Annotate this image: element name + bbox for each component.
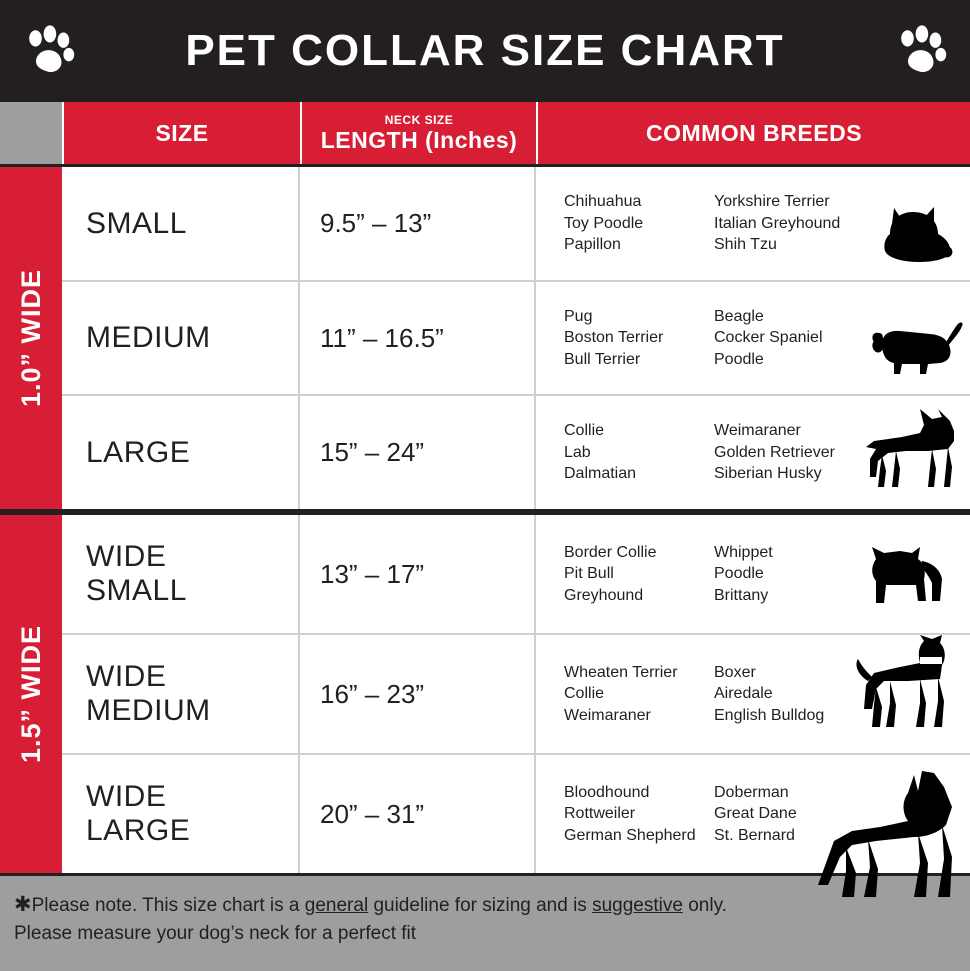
dog-silhouette-pomeranian-icon (880, 204, 958, 266)
chart-header (0, 0, 970, 102)
column-header-breeds (536, 102, 970, 164)
column-header-breeds-label: COMMON BREEDS (645, 119, 863, 146)
group-label-standard (0, 164, 62, 512)
breed-item: Collie (564, 685, 605, 703)
footer-text-c: only. (682, 895, 727, 916)
asterisk-icon: ✱ (14, 893, 32, 916)
breed-item: Weimaraner (714, 422, 801, 440)
column-header-length-sub: NECK SIZE (384, 113, 454, 128)
size-group-wide (0, 512, 970, 876)
breed-item: Border Collie (564, 543, 657, 561)
size-group-standard (0, 164, 970, 512)
breed-item: Beagle (714, 307, 764, 325)
cell-length: 16” – 23” (300, 635, 536, 753)
breed-item: Wheaten Terrier (564, 663, 678, 681)
size-label: LARGE (86, 435, 191, 469)
breed-item: Rottweiler (564, 805, 636, 823)
group-label-wide (0, 512, 62, 876)
table-header-row (0, 102, 970, 164)
breed-item: Pug (564, 307, 593, 325)
breed-item: Weimaraner (564, 706, 651, 724)
footer-text-b: guideline for sizing and is (368, 895, 593, 916)
size-label: SMALL (86, 206, 187, 240)
group-label-wide-text: 1.5” WIDE (15, 624, 46, 764)
breed-item: Cocker Spaniel (714, 329, 823, 347)
cell-length: 13” – 17” (300, 515, 536, 633)
breed-item: Siberian Husky (714, 465, 822, 483)
paw-icon (894, 24, 948, 78)
cell-length: 20” – 31” (300, 755, 536, 873)
breeds-column-right (714, 191, 884, 256)
cell-length: 11” – 16.5” (300, 282, 536, 395)
cell-size (62, 755, 300, 873)
size-label: WIDE LARGE (86, 780, 191, 847)
group-rows-wide (62, 512, 970, 876)
dog-silhouette-shepherd-icon (862, 407, 966, 503)
breed-item: Shih Tzu (714, 236, 777, 254)
cell-breeds (536, 396, 970, 509)
cell-breeds (536, 167, 970, 280)
breeds-column-right (714, 542, 884, 607)
dog-silhouette-boxer-icon (854, 635, 966, 753)
cell-size (62, 515, 300, 633)
breed-item: Dalmatian (564, 465, 637, 483)
cell-breeds (536, 635, 970, 753)
breed-item: Collie (564, 422, 605, 440)
size-label: WIDE SMALL (86, 540, 187, 607)
table-row (62, 515, 970, 635)
cell-size (62, 282, 300, 395)
dog-silhouette-doberman-icon (818, 767, 970, 927)
footer-line-2: Please measure your dog’s neck for a perfect fit (14, 923, 417, 945)
dog-silhouette-bulldog-icon (866, 541, 952, 625)
cell-length: 15” – 24” (300, 396, 536, 509)
breeds-column-left (564, 542, 714, 607)
footer-underline-general: general (304, 895, 369, 916)
cell-breeds (536, 755, 970, 873)
breed-item: Italian Greyhound (714, 214, 841, 232)
breeds-column-left (564, 662, 714, 727)
breed-item: Greyhound (564, 586, 644, 604)
breed-item: Boston Terrier (564, 329, 664, 347)
size-label: MEDIUM (86, 321, 211, 355)
breed-item: Toy Poodle (564, 214, 644, 232)
table-row (62, 635, 970, 755)
size-label: WIDE MEDIUM (86, 660, 211, 727)
column-header-length (300, 102, 536, 164)
breed-item: Bloodhound (564, 783, 650, 801)
breeds-column-left (564, 306, 714, 371)
cell-breeds (536, 515, 970, 633)
table-row (62, 755, 970, 873)
breed-item: Bull Terrier (564, 350, 641, 368)
breed-item: Chihuahua (564, 192, 642, 210)
breed-item: Brittany (714, 586, 769, 604)
paw-icon (22, 24, 76, 78)
breed-item: Yorkshire Terrier (714, 192, 830, 210)
column-header-length-label: LENGTH (Inches) (320, 127, 518, 154)
cell-breeds (536, 282, 970, 395)
column-header-size (62, 102, 300, 164)
cell-size (62, 396, 300, 509)
header-corner-cell (0, 102, 62, 164)
breed-item: Doberman (714, 783, 789, 801)
breed-item: English Bulldog (714, 706, 825, 724)
breed-item: German Shepherd (564, 826, 696, 844)
page-title: PET COLLAR SIZE CHART (185, 26, 785, 75)
breeds-column-left (564, 782, 714, 847)
breed-item: Great Dane (714, 805, 797, 823)
table-body (0, 164, 970, 876)
table-row (62, 396, 970, 509)
cell-length: 9.5” – 13” (300, 167, 536, 280)
breed-item: Airedale (714, 685, 773, 703)
table-row (62, 282, 970, 397)
dog-silhouette-beagle-icon (868, 318, 964, 380)
breed-item: Whippet (714, 543, 773, 561)
breed-item: Boxer (714, 663, 756, 681)
cell-size (62, 167, 300, 280)
table-row (62, 167, 970, 282)
breeds-column-left (564, 420, 714, 485)
footer-text-a: Please note. This size chart is a (31, 895, 305, 916)
breeds-column-right (714, 420, 884, 485)
group-label-standard-text: 1.0” WIDE (15, 268, 46, 408)
footer-line-1 (14, 890, 952, 920)
breed-item: Golden Retriever (714, 443, 835, 461)
breed-item: Papillon (564, 236, 621, 254)
cell-size (62, 635, 300, 753)
column-header-size-label: SIZE (155, 119, 209, 146)
group-rows-standard (62, 164, 970, 512)
breed-item: Pit Bull (564, 565, 614, 583)
breeds-column-left (564, 191, 714, 256)
breed-item: Poodle (714, 350, 764, 368)
footer-underline-suggestive: suggestive (592, 895, 683, 916)
breeds-column-right (714, 306, 884, 371)
breed-item: St. Bernard (714, 826, 795, 844)
breed-item: Poodle (714, 565, 764, 583)
breed-item: Lab (564, 443, 591, 461)
